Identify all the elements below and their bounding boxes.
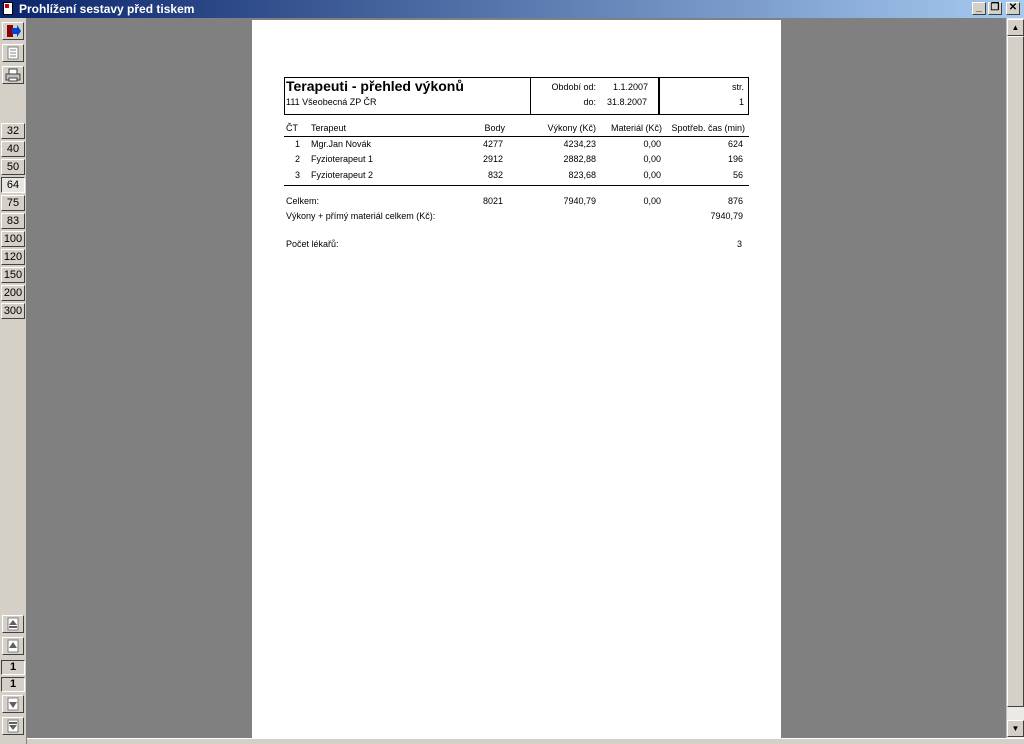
zoom-200-button[interactable]: 200 — [1, 285, 25, 301]
minimize-button[interactable]: _ — [972, 2, 986, 15]
period-to-label: do: — [583, 97, 596, 107]
last-page-icon — [5, 719, 21, 733]
table-row-material: 0,00 — [643, 139, 661, 149]
table-row-services: 4234,23 — [563, 139, 596, 149]
zoom-40-button[interactable]: 40 — [1, 141, 25, 157]
total-points: 8021 — [482, 196, 503, 206]
header-divider — [658, 78, 660, 114]
doctors-count-value: 3 — [736, 239, 742, 249]
zoom-100-button[interactable]: 100 — [1, 231, 25, 247]
zoom-50-button[interactable]: 50 — [1, 159, 25, 175]
current-page-indicator: 1 — [1, 660, 25, 675]
total-pages-indicator: 1 — [1, 677, 25, 692]
title-bar — [0, 0, 1024, 18]
header-underline — [284, 136, 749, 137]
total-time: 876 — [727, 196, 743, 206]
table-row-points: 832 — [487, 170, 503, 180]
next-page-button[interactable] — [2, 695, 24, 713]
last-page-button[interactable] — [2, 717, 24, 735]
prev-page-button[interactable] — [2, 637, 24, 655]
exit-icon — [5, 24, 21, 38]
zoom-83-button[interactable]: 83 — [1, 213, 25, 229]
table-row-name: Mgr.Jan Novák — [311, 139, 372, 149]
column-header-material: Materiál (Kč) — [610, 123, 662, 133]
first-page-button[interactable] — [2, 615, 24, 633]
table-row-material: 0,00 — [643, 154, 661, 164]
table-row-points: 4277 — [482, 139, 503, 149]
zoom-75-button[interactable]: 75 — [1, 195, 25, 211]
report-title: Terapeuti - přehled výkonů — [286, 78, 464, 94]
vertical-scrollbar[interactable] — [1006, 18, 1024, 738]
table-row-time: 624 — [727, 139, 743, 149]
print-icon — [5, 68, 21, 82]
preview-toolbar — [0, 18, 27, 744]
total-services: 7940,79 — [563, 196, 596, 206]
column-header-time: Spotřeb. čas (min) — [671, 123, 745, 133]
setup-icon — [5, 46, 21, 60]
print-button[interactable] — [2, 66, 24, 84]
page-label: str. — [731, 82, 744, 92]
scroll-thumb[interactable] — [1007, 36, 1024, 707]
table-row-services: 823,68 — [568, 170, 596, 180]
table-row-services: 2882,88 — [563, 154, 596, 164]
close-button[interactable]: ✕ — [1006, 2, 1020, 15]
page-setup-button[interactable] — [2, 44, 24, 62]
report-page — [252, 20, 781, 738]
zoom-150-button[interactable]: 150 — [1, 267, 25, 283]
zoom-64-button[interactable]: 64 — [1, 177, 25, 193]
page-number: 1 — [738, 97, 744, 107]
table-row-ct: 3 — [294, 170, 300, 180]
insurance-name: 111 Všeobecná ZP ČR — [286, 97, 377, 107]
restore-button[interactable]: ❐ — [988, 2, 1002, 15]
report-app-icon — [3, 2, 13, 15]
period-to-value: 31.8.2007 — [607, 97, 648, 107]
combined-total-label: Výkony + přímý materiál celkem (Kč): — [286, 211, 436, 221]
total-separator — [284, 185, 749, 186]
doctors-count-label: Počet lékařů: — [286, 239, 339, 249]
table-row-ct: 1 — [294, 139, 300, 149]
total-label: Celkem: — [286, 196, 320, 206]
zoom-32-button[interactable]: 32 — [1, 123, 25, 139]
column-header-ct: ČT — [286, 123, 298, 133]
zoom-300-button[interactable]: 300 — [1, 303, 25, 319]
total-material: 0,00 — [643, 196, 661, 206]
column-header-services: Výkony (Kč) — [547, 123, 596, 133]
column-header-therapist: Terapeut — [311, 123, 347, 133]
table-row-time: 196 — [727, 154, 743, 164]
exit-button[interactable] — [2, 22, 24, 40]
next-page-icon — [5, 697, 21, 711]
combined-total-value: 7940,79 — [710, 211, 743, 221]
column-header-points: Body — [484, 123, 505, 133]
period-from-label: Období od: — [551, 82, 596, 92]
table-row-name: Fyzioterapeut 1 — [311, 154, 374, 164]
scroll-up-button[interactable]: ▲ — [1007, 19, 1024, 36]
scroll-down-button[interactable]: ▼ — [1007, 720, 1024, 737]
table-row-time: 56 — [732, 170, 743, 180]
table-row-name: Fyzioterapeut 2 — [311, 170, 374, 180]
table-row-material: 0,00 — [643, 170, 661, 180]
header-divider — [530, 78, 531, 114]
preview-viewport[interactable] — [27, 18, 1006, 738]
status-strip — [27, 738, 1024, 744]
period-from-value: 1.1.2007 — [613, 82, 649, 92]
table-row-points: 2912 — [482, 154, 503, 164]
zoom-120-button[interactable]: 120 — [1, 249, 25, 265]
first-page-icon — [5, 617, 21, 631]
window-title: Prohlížení sestavy před tiskem — [19, 2, 195, 16]
table-row-ct: 2 — [294, 154, 300, 164]
prev-page-icon — [5, 639, 21, 653]
